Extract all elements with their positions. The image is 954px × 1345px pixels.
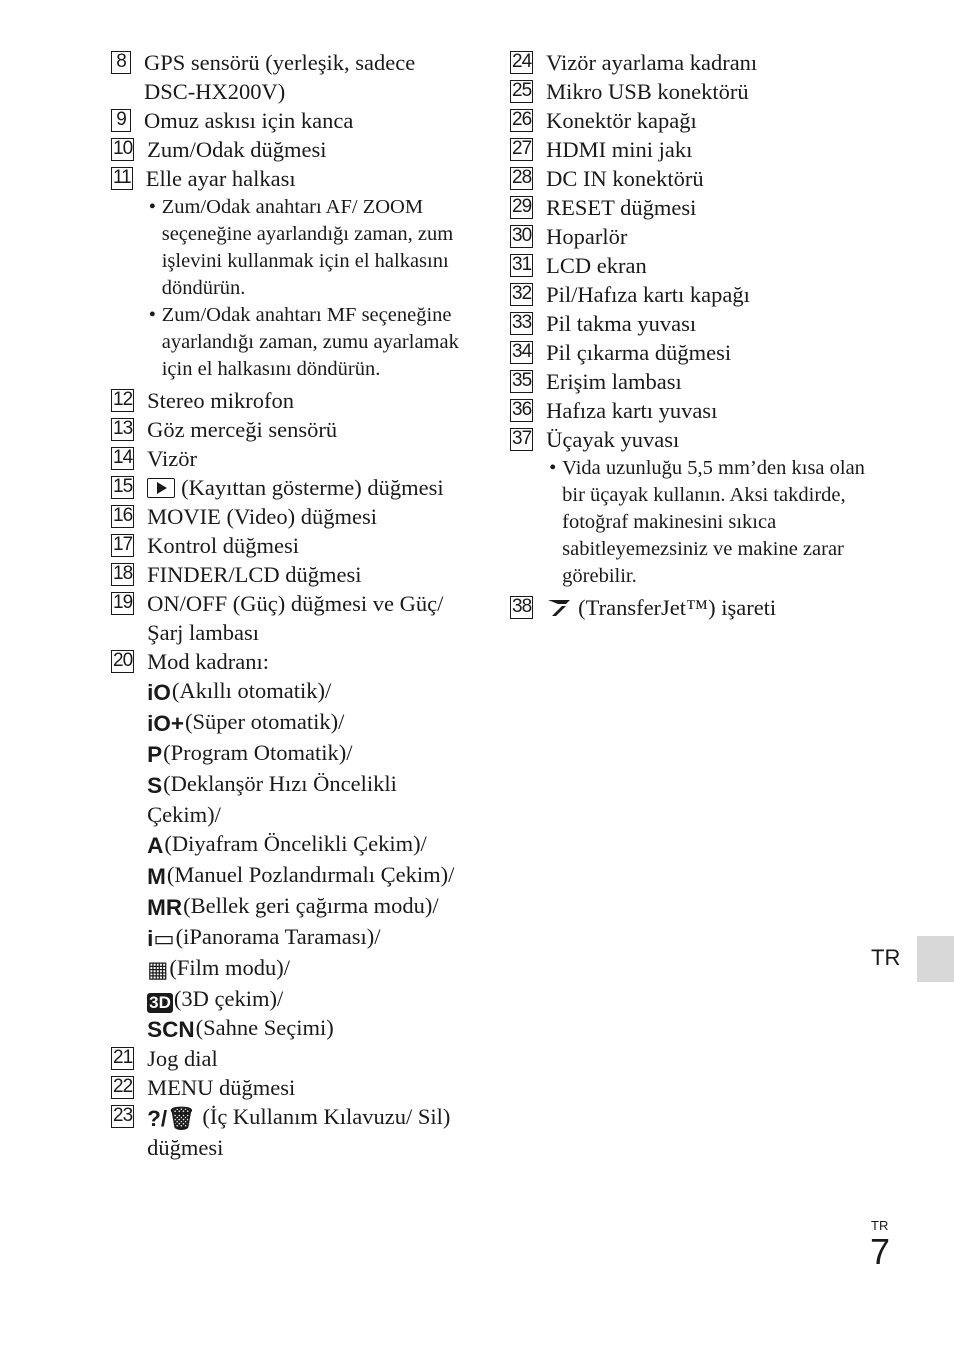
intelligent-auto-icon: iO bbox=[147, 680, 171, 705]
item-number: 15 bbox=[113, 476, 133, 497]
item-text: Göz merceği sensörü bbox=[147, 417, 338, 442]
item-text: Elle ayar halkası bbox=[145, 166, 296, 191]
language-tab-label: TR bbox=[871, 945, 901, 970]
item-number: 36 bbox=[512, 399, 532, 420]
item-text: ON/OFF (Güç) düğmesi ve Güç/Şarj lambası bbox=[147, 591, 444, 645]
bullet-list bbox=[146, 194, 471, 383]
list-item bbox=[111, 473, 471, 502]
list-item bbox=[111, 415, 471, 444]
item-text: MENU düğmesi bbox=[147, 1075, 296, 1100]
item-text: Üçayak yuvası bbox=[546, 427, 680, 452]
item-number: 27 bbox=[512, 138, 532, 159]
item-text-block bbox=[546, 425, 870, 593]
item-number: 9 bbox=[111, 109, 131, 132]
item-text: (Kayıttan gösterme) düğmesi bbox=[181, 475, 444, 500]
item-number: 19 bbox=[113, 592, 133, 613]
item-text: (TransferJet™) işareti bbox=[578, 595, 777, 620]
item-number: 10 bbox=[113, 138, 133, 159]
item-text: Kontrol düğmesi bbox=[147, 533, 300, 558]
list-item bbox=[510, 48, 870, 77]
item-number: 33 bbox=[512, 312, 532, 333]
item-number: 31 bbox=[512, 254, 532, 275]
film-icon: ▦ bbox=[147, 957, 169, 982]
item-text: Omuz askısı için kanca bbox=[144, 108, 354, 133]
item-text: Pil/Hafıza kartı kapağı bbox=[546, 282, 750, 307]
list-item bbox=[111, 531, 471, 560]
item-text: (İç Kullanım Kılavuzu/ Sil) düğmesi bbox=[147, 1104, 451, 1160]
page-language: TR bbox=[871, 1218, 889, 1233]
item-text: Pil takma yuvası bbox=[546, 311, 697, 336]
list-item bbox=[111, 135, 471, 164]
list-item bbox=[111, 444, 471, 473]
list-item bbox=[111, 502, 471, 531]
item-number: 25 bbox=[512, 80, 532, 101]
aperture-priority-icon: A bbox=[147, 833, 164, 858]
list-item bbox=[111, 589, 471, 647]
item-text: Erişim lambası bbox=[546, 369, 682, 394]
bullet-item: • Zum/Odak anahtarı MF seçeneğine ayarlandığı zaman, zumu ayarlamak için el halkasını döndürün. bbox=[146, 302, 471, 383]
item-number: 35 bbox=[512, 370, 532, 391]
bullet-item: • Zum/Odak anahtarı AF/ ZOOM seçeneğine ayarlandığı zaman, zum işlevini kullanmak için el halkasını döndürün. bbox=[146, 194, 471, 302]
item-number: 18 bbox=[113, 563, 133, 584]
item-text: FINDER/LCD düğmesi bbox=[147, 562, 362, 587]
left-column bbox=[111, 48, 471, 1162]
item-number: 22 bbox=[113, 1076, 133, 1097]
item-text: Konektör kapağı bbox=[546, 108, 697, 133]
item-text-block bbox=[147, 647, 471, 1044]
3d-icon: 3D bbox=[149, 993, 171, 1012]
list-item bbox=[510, 77, 870, 106]
item-text: Hafıza kartı yuvası bbox=[546, 398, 718, 423]
mode-intelligent-auto: iO(Akıllı otomatik)/ bbox=[147, 678, 332, 705]
item-number: 16 bbox=[113, 505, 133, 526]
memory-recall-icon: MR bbox=[147, 895, 183, 920]
language-tab bbox=[917, 936, 954, 982]
bullet-list bbox=[546, 455, 870, 590]
mode-superior-auto: iO+(Süper otomatik)/ bbox=[147, 709, 345, 736]
item-text: MOVIE (Video) düğmesi bbox=[147, 504, 377, 529]
list-item bbox=[510, 280, 870, 309]
item-number: 38 bbox=[512, 596, 532, 617]
list-item bbox=[111, 106, 471, 135]
item-number: 24 bbox=[512, 51, 532, 72]
item-number: 34 bbox=[512, 341, 532, 362]
item-number: 29 bbox=[512, 196, 532, 217]
mode-memory-recall: MR(Bellek geri çağırma modu)/ bbox=[147, 893, 439, 920]
mode-ipanorama: i▭(iPanorama Taraması)/ bbox=[147, 924, 381, 951]
item-number: 23 bbox=[113, 1105, 133, 1126]
list-item bbox=[111, 164, 471, 386]
transferjet-icon bbox=[546, 598, 572, 618]
list-item bbox=[510, 106, 870, 135]
list-item bbox=[111, 560, 471, 589]
item-text-block bbox=[147, 1102, 471, 1162]
help-delete-icon: ?/🗑 bbox=[147, 1106, 196, 1131]
manual-icon: M bbox=[147, 864, 166, 889]
item-text-block bbox=[146, 164, 471, 386]
item-number: 21 bbox=[113, 1047, 133, 1068]
superior-auto-icon: iO+ bbox=[147, 711, 185, 736]
mode-program-auto: P(Program Otomatik)/ bbox=[147, 740, 353, 767]
scn-icon: SCN bbox=[147, 1017, 195, 1042]
mode-3d: 3D (3D çekim)/ bbox=[149, 986, 284, 1012]
item-number: 8 bbox=[111, 51, 131, 74]
list-item bbox=[111, 1073, 471, 1102]
mode-aperture-priority: A(Diyafram Öncelikli Çekim)/ bbox=[147, 831, 427, 858]
list-item bbox=[111, 1102, 471, 1162]
item-number: 17 bbox=[113, 534, 133, 555]
item-text-block bbox=[546, 593, 870, 622]
bullet-item: • Vida uzunluğu 5,5 mm’den kısa olan bir üçayak kullanın. Aksi takdirde, fotoğraf makinesini sıkıca sabitleyemezsiniz ve makine zarar görebilir. bbox=[546, 455, 870, 590]
mode-scene-selection: SCN(Sahne Seçimi) bbox=[147, 1015, 334, 1042]
list-item bbox=[510, 396, 870, 425]
page-number: 7 bbox=[870, 1231, 891, 1272]
mode-manual-exposure: M(Manuel Pozlandırmalı Çekim)/ bbox=[147, 862, 455, 889]
item-number: 26 bbox=[512, 109, 532, 130]
list-item bbox=[510, 425, 870, 593]
item-number: 11 bbox=[113, 167, 131, 188]
shutter-priority-icon: S bbox=[147, 773, 163, 798]
playback-icon bbox=[147, 478, 175, 498]
list-item bbox=[510, 338, 870, 367]
list-item bbox=[510, 251, 870, 280]
list-item bbox=[510, 135, 870, 164]
item-text-block bbox=[147, 473, 471, 502]
item-text: Vizör bbox=[147, 446, 198, 471]
item-text: Hoparlör bbox=[546, 224, 628, 249]
panorama-icon: i▭ bbox=[147, 926, 175, 951]
item-number: 14 bbox=[113, 447, 133, 468]
item-text: Zum/Odak düğmesi bbox=[147, 137, 327, 162]
item-text: Jog dial bbox=[147, 1046, 218, 1071]
item-text: LCD ekran bbox=[546, 253, 647, 278]
item-text: Mod kadranı: bbox=[147, 649, 269, 674]
item-number: 20 bbox=[113, 650, 133, 671]
list-item bbox=[510, 164, 870, 193]
item-number: 32 bbox=[512, 283, 532, 304]
list-item bbox=[510, 309, 870, 338]
item-text: DC IN konektörü bbox=[546, 166, 704, 191]
list-item bbox=[510, 222, 870, 251]
item-text: Vizör ayarlama kadranı bbox=[546, 50, 758, 75]
list-item bbox=[111, 386, 471, 415]
list-item bbox=[510, 367, 870, 396]
item-number: 37 bbox=[512, 428, 532, 449]
list-item bbox=[510, 193, 870, 222]
item-text: GPS sensörü (yerleşik, sadece DSC-HX200V) bbox=[144, 50, 416, 104]
item-number: 30 bbox=[512, 225, 532, 246]
right-column bbox=[510, 48, 870, 622]
list-item bbox=[111, 48, 471, 106]
item-number: 12 bbox=[113, 389, 133, 410]
item-text: RESET düğmesi bbox=[546, 195, 697, 220]
mode-shutter-priority: S(Deklanşör Hızı Öncelikli Çekim)/ bbox=[147, 771, 397, 827]
item-text: Pil çıkarma düğmesi bbox=[546, 340, 732, 365]
program-icon: P bbox=[147, 742, 163, 767]
list-item bbox=[111, 647, 471, 1044]
list-item bbox=[510, 593, 870, 622]
item-number: 13 bbox=[113, 418, 133, 439]
item-number: 28 bbox=[512, 167, 532, 188]
list-item bbox=[111, 1044, 471, 1073]
mode-movie: ▦(Film modu)/ bbox=[147, 955, 291, 982]
item-text: Mikro USB konektörü bbox=[546, 79, 749, 104]
item-text: HDMI mini jakı bbox=[546, 137, 693, 162]
item-text: Stereo mikrofon bbox=[147, 388, 294, 413]
